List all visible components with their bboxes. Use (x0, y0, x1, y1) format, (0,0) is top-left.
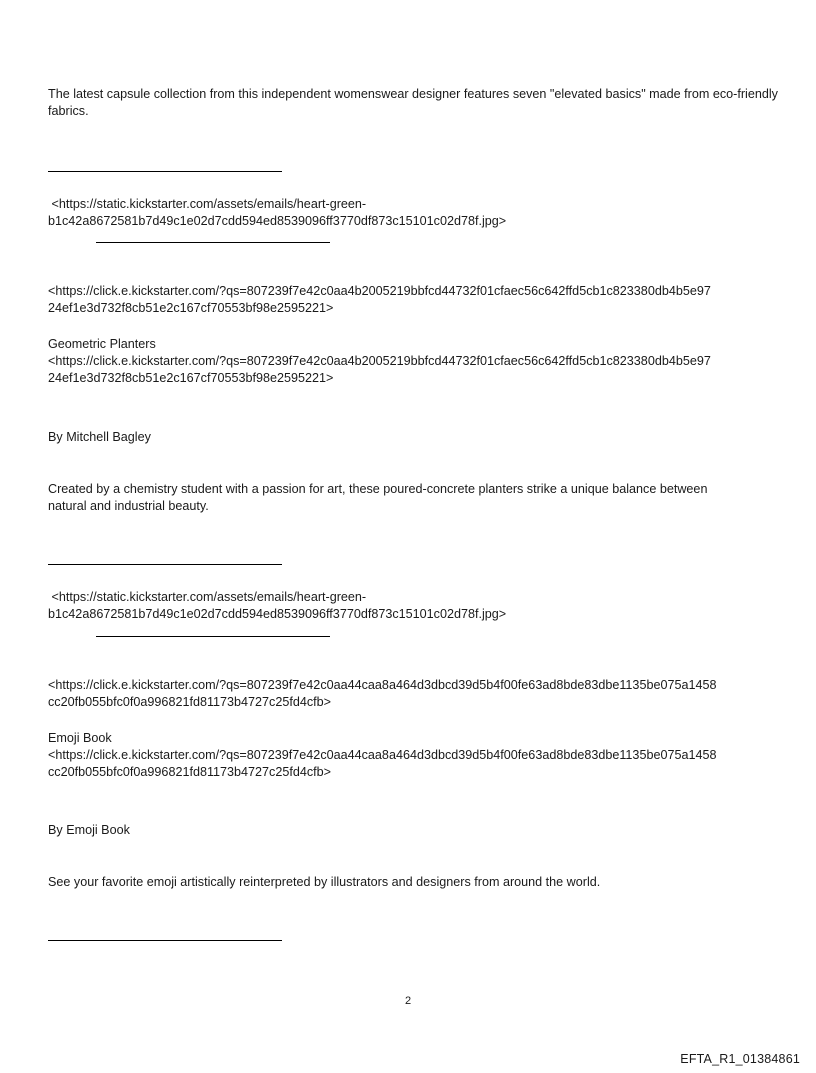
creator-emoji-book: By Emoji Book (48, 823, 130, 837)
divider-1 (48, 171, 282, 172)
geometric-planters-description: Created by a chemistry student with a passion for art, these poured-concrete planters strike a unique balance between natural and industrial beauty. (48, 482, 708, 513)
project-link-emoji-book[interactable]: <https://click.e.kickstarter.com/?qs=807239f7e42c0aa44caa8a464d3dbcd39d5b4f00fe63ad8bde83dbe1135be075a1458 cc20fb055bfc0f0a996821fd81173b4727c25fd4cfb> (48, 748, 717, 779)
divider-4 (96, 636, 330, 637)
image-link-heart-2[interactable]: <https://static.kickstarter.com/assets/emails/heart-green- b1c42a8672581b7d49c1e02d7cdd594ed8539096ff3770df873c15101c02d78f.jpg> (48, 590, 507, 621)
divider-2 (96, 242, 330, 243)
image-link-heart-1[interactable]: <https://static.kickstarter.com/assets/emails/heart-green- b1c42a8672581b7d49c1e02d7cdd594ed8539096ff3770df873c15101c02d78f.jpg> (48, 197, 507, 228)
project-link-2[interactable]: <https://click.e.kickstarter.com/?qs=807239f7e42c0aa44caa8a464d3dbcd39d5b4f00fe63ad8bde83dbe1135be075a1458 cc20fb055bfc0f0a996821fd81173b4727c25fd4cfb> (48, 678, 717, 709)
project-title-emoji-book[interactable]: Emoji Book (48, 731, 112, 745)
emoji-book-description: See your favorite emoji artistically reinterpreted by illustrators and designers from around the world. (48, 875, 601, 889)
project-title-geometric-planters[interactable]: Geometric Planters (48, 337, 156, 351)
project-link-1[interactable]: <https://click.e.kickstarter.com/?qs=807239f7e42c0aa4b2005219bbfcd44732f01cfaec56c642ffd5cb1c823380db4b5e97 24ef1e3d732f8cb51e2c167cf70553bf98e2595221> (48, 284, 711, 315)
page-number: 2 (404, 995, 412, 1007)
creator-mitchell-bagley: By Mitchell Bagley (48, 430, 151, 444)
project-link-geometric-planters[interactable]: <https://click.e.kickstarter.com/?qs=807239f7e42c0aa4b2005219bbfcd44732f01cfaec56c642ffd5cb1c823380db4b5e97 24ef1e3d732f8cb51e2c167cf70553bf98e2595221> (48, 354, 711, 385)
divider-3 (48, 564, 282, 565)
capsule-description: The latest capsule collection from this independent womenswear designer features seven "elevated basics" made from eco-friendly fabrics. (48, 87, 782, 118)
divider-5 (48, 940, 282, 941)
bates-stamp: EFTA_R1_01384861 (680, 1052, 800, 1066)
